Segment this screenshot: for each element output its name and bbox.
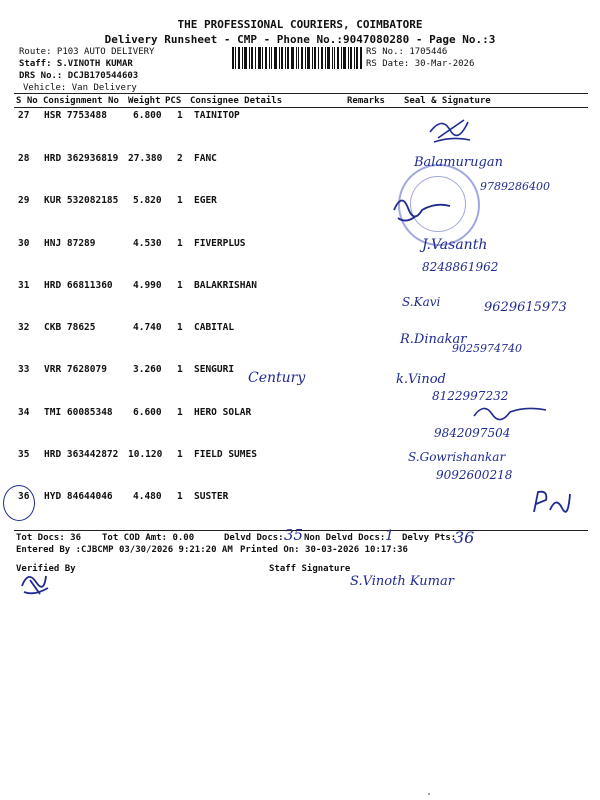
cell-sno: 29 <box>18 195 30 206</box>
printed-on: Printed On: 30-03-2026 10:17:36 <box>240 545 408 555</box>
cell-sno: 28 <box>18 153 30 164</box>
total-cod-amount: Tot COD Amt: 0.00 <box>102 533 195 543</box>
cell-weight: 10.120 <box>128 449 163 460</box>
rs-number: RS No.: 1705446 <box>366 47 448 57</box>
cell-sno: 32 <box>18 322 30 333</box>
cell-consignee: FIELD SUMES <box>194 449 257 460</box>
cell-pcs: 2 <box>177 153 183 164</box>
cell-pcs: 1 <box>177 238 183 249</box>
cell-pcs: 1 <box>177 407 183 418</box>
cell-sno: 31 <box>18 280 30 291</box>
cell-consignment: HYD 84644046 <box>44 491 113 502</box>
row31-handwritten-name: S.Kavi <box>402 295 441 309</box>
col-header-sno: S No <box>16 96 38 106</box>
vehicle-label: Vehicle: Van Delivery <box>23 83 137 93</box>
row28-handwritten-phone: 9789286400 <box>480 180 550 193</box>
cell-consignment: KUR 532082185 <box>44 195 119 206</box>
signature-row29 <box>386 188 456 228</box>
cell-consignee: SENGURI <box>194 364 235 375</box>
cell-consignee: FANC <box>194 153 217 164</box>
cell-pcs: 1 <box>177 322 183 333</box>
handwritten-circle-mark <box>3 485 35 521</box>
cell-weight: 4.480 <box>133 491 162 502</box>
cell-weight: 6.600 <box>133 407 162 418</box>
cell-pcs: 1 <box>177 364 183 375</box>
cell-consignment: CKB 78625 <box>44 322 96 333</box>
cell-consignment: VRR 7628079 <box>44 364 107 375</box>
cell-sno: 30 <box>18 238 30 249</box>
row33-handwritten-remark: Century <box>248 370 306 386</box>
cell-consignment: HNJ 87289 <box>44 238 96 249</box>
cell-pcs: 1 <box>177 195 183 206</box>
table-row <box>0 238 600 280</box>
staff-signature-label: Staff Signature <box>269 564 351 574</box>
table-row <box>0 195 600 237</box>
cell-weight: 27.380 <box>128 153 163 164</box>
entered-by: Entered By :CJBCMP 03/30/2026 9:21:20 AM <box>16 545 233 555</box>
row30-handwritten-phone: 8248861962 <box>422 260 499 274</box>
cell-sno: 33 <box>18 364 30 375</box>
staff-label: Staff: S.VINOTH KUMAR <box>19 59 133 69</box>
table-header-rule <box>14 107 588 108</box>
cell-sno: 27 <box>18 110 30 121</box>
cell-pcs: 1 <box>177 491 183 502</box>
cell-sno: 34 <box>18 407 30 418</box>
total-docs: Tot Docs: 36 <box>16 533 82 543</box>
signature-row34 <box>470 400 550 424</box>
route-label: Route: P103 AUTO DELIVERY <box>19 47 155 57</box>
delivery-points-label: Delvy Pts: <box>402 533 457 543</box>
cell-consignee: FIVERPLUS <box>194 238 246 249</box>
cell-consignee: CABITAL <box>194 322 235 333</box>
cell-consignment: HRD 362936819 <box>44 153 119 164</box>
col-header-consignee: Consignee Details <box>190 96 283 106</box>
rs-date: RS Date: 30-Mar-2026 <box>366 59 475 69</box>
scan-speck <box>428 793 430 795</box>
col-header-consignment: Consignment No <box>43 96 119 106</box>
cell-consignment: HSR 7753488 <box>44 110 107 121</box>
cell-consignee: TAINITOP <box>194 110 240 121</box>
table-row <box>0 110 600 152</box>
signature-row36 <box>528 488 574 518</box>
verified-by-signature <box>16 566 56 600</box>
cell-consignment: HRD 363442872 <box>44 449 119 460</box>
col-header-pcs: PCS <box>165 96 182 106</box>
cell-consignee: SUSTER <box>194 491 229 502</box>
delivery-points-value: 36 <box>454 528 475 547</box>
signature-row27 <box>424 112 474 146</box>
row30-handwritten-name: J.Vasanth <box>422 237 488 253</box>
col-header-seal: Seal & Signature <box>404 96 491 106</box>
cell-consignee: EGER <box>194 195 217 206</box>
cell-consignee: BALAKRISHAN <box>194 280 257 291</box>
non-delivered-docs-label: Non Delvd Docs: <box>304 533 386 543</box>
cell-weight: 5.820 <box>133 195 162 206</box>
cell-consignment: TMI 60085348 <box>44 407 113 418</box>
row28-handwritten-name: Balamurugan <box>414 155 503 170</box>
cell-weight: 4.740 <box>133 322 162 333</box>
cell-sno: 36 <box>18 491 30 502</box>
runsheet-subtitle: Delivery Runsheet - CMP - Phone No.:9047080280 - Page No.:3 <box>104 33 496 46</box>
drs-number: DRS No.: DCJB170544603 <box>19 71 139 81</box>
company-title: THE PROFESSIONAL COURIERS, COIMBATORE <box>177 18 423 31</box>
table-top-rule <box>14 93 588 94</box>
row31-handwritten-phone: 9629615973 <box>484 300 567 315</box>
cell-pcs: 1 <box>177 280 183 291</box>
row34-handwritten-phone: 9842097504 <box>434 426 511 440</box>
col-header-remarks: Remarks <box>347 96 385 106</box>
cell-consignment: HRD 66811360 <box>44 280 113 291</box>
cell-weight: 6.800 <box>133 110 162 121</box>
row32-handwritten-name: R.Dinakar <box>400 332 467 347</box>
row35-handwritten-phone: 9092600218 <box>436 468 513 482</box>
row32-handwritten-phone: 9025974740 <box>452 342 522 355</box>
non-delivered-docs-value: 1 <box>385 528 394 544</box>
col-header-weight: Weight <box>128 96 161 106</box>
row33-handwritten-phone: 8122997232 <box>432 389 509 403</box>
verified-by-label: Verified By <box>16 564 76 574</box>
cell-pcs: 1 <box>177 110 183 121</box>
cell-weight: 4.990 <box>133 280 162 291</box>
cell-sno: 35 <box>18 449 30 460</box>
barcode-image <box>232 47 362 69</box>
row33-handwritten-name: k.Vinod <box>396 372 446 387</box>
staff-signature-handwritten: S.Vinoth Kumar <box>350 574 454 589</box>
delivered-docs-value: 35 <box>284 526 304 544</box>
delivered-docs-label: Delvd Docs: <box>224 533 284 543</box>
cell-weight: 4.530 <box>133 238 162 249</box>
row35-handwritten-name: S.Gowrishankar <box>408 450 506 464</box>
cell-consignee: HERO SOLAR <box>194 407 252 418</box>
cell-weight: 3.260 <box>133 364 162 375</box>
cell-pcs: 1 <box>177 449 183 460</box>
